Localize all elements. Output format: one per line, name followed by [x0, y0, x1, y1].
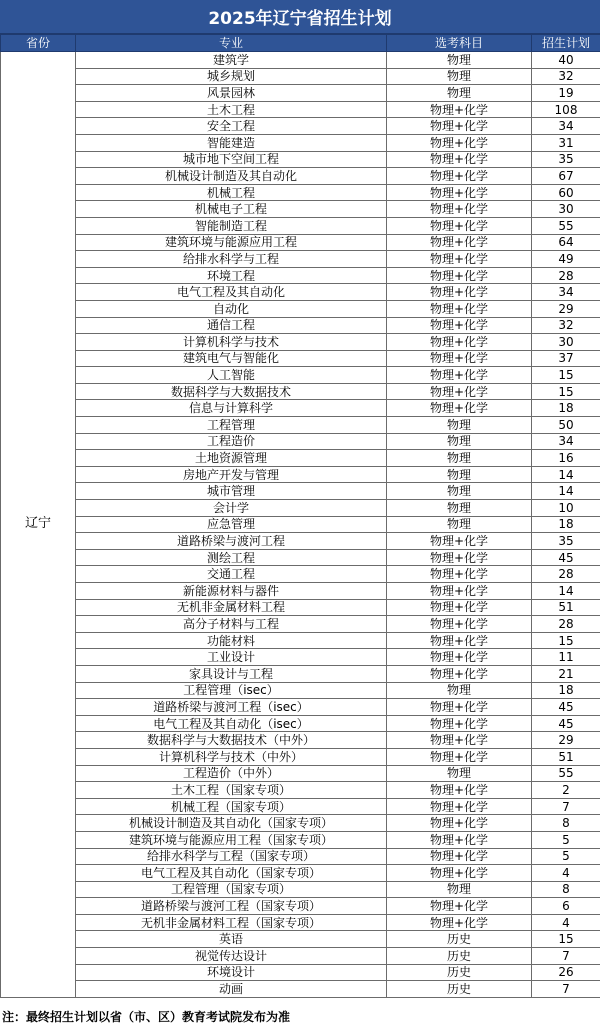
major-cell: 土木工程: [76, 101, 387, 118]
header-major: 专业: [76, 35, 387, 52]
subjects-cell: 物理+化学: [387, 118, 532, 135]
plan-count-cell: 55: [532, 217, 600, 234]
plan-count-cell: 35: [532, 533, 600, 550]
plan-count-cell: 7: [532, 981, 600, 998]
subjects-cell: 物理+化学: [387, 699, 532, 716]
table-row: [1, 417, 600, 434]
plan-count-cell: 4: [532, 865, 600, 882]
subjects-cell: 历史: [387, 948, 532, 965]
plan-count-cell: 55: [532, 765, 600, 782]
plan-count-cell: 18: [532, 516, 600, 533]
major-cell: 给排水科学与工程: [76, 251, 387, 268]
major-cell: 安全工程: [76, 118, 387, 135]
major-cell: 工程管理（isec）: [76, 682, 387, 699]
subjects-cell: 物理+化学: [387, 616, 532, 633]
plan-count-cell: 14: [532, 483, 600, 500]
major-cell: 智能建造: [76, 134, 387, 151]
table-row: [1, 350, 600, 367]
major-cell: 信息与计算科学: [76, 400, 387, 417]
table-row: [1, 85, 600, 102]
major-cell: 计算机科学与技术: [76, 334, 387, 351]
table-row: [1, 881, 600, 898]
plan-count-cell: 2: [532, 782, 600, 799]
subjects-cell: 物理+化学: [387, 748, 532, 765]
subjects-cell: 物理+化学: [387, 134, 532, 151]
plan-count-cell: 18: [532, 682, 600, 699]
subjects-cell: 物理: [387, 881, 532, 898]
table-row: [1, 52, 600, 69]
table-row: [1, 483, 600, 500]
subjects-cell: 物理+化学: [387, 101, 532, 118]
plan-count-cell: 35: [532, 151, 600, 168]
table-row: [1, 599, 600, 616]
table-row: [1, 68, 600, 85]
table-row: [1, 964, 600, 981]
subjects-cell: 物理+化学: [387, 151, 532, 168]
subjects-cell: 物理+化学: [387, 184, 532, 201]
major-cell: 电气工程及其自动化（isec）: [76, 715, 387, 732]
subjects-cell: 物理: [387, 483, 532, 500]
plan-count-cell: 108: [532, 101, 600, 118]
table-row: [1, 500, 600, 517]
major-cell: 新能源材料与器件: [76, 583, 387, 600]
subjects-cell: 物理+化学: [387, 201, 532, 218]
major-cell: 家具设计与工程: [76, 665, 387, 682]
table-row: [1, 151, 600, 168]
plan-count-cell: 29: [532, 300, 600, 317]
major-cell: 房地产开发与管理: [76, 466, 387, 483]
plan-count-cell: 21: [532, 665, 600, 682]
major-cell: 无机非金属材料工程: [76, 599, 387, 616]
major-cell: 数据科学与大数据技术: [76, 383, 387, 400]
plan-count-cell: 29: [532, 732, 600, 749]
plan-count-cell: 4: [532, 914, 600, 931]
table-row: [1, 234, 600, 251]
table-row: [1, 566, 600, 583]
subjects-cell: 物理+化学: [387, 317, 532, 334]
major-cell: 工程造价（中外）: [76, 765, 387, 782]
table-row: [1, 815, 600, 832]
subjects-cell: 物理+化学: [387, 267, 532, 284]
subjects-cell: 物理+化学: [387, 284, 532, 301]
major-cell: 电气工程及其自动化（国家专项）: [76, 865, 387, 882]
table-row: [1, 715, 600, 732]
table-row: [1, 284, 600, 301]
table-body: [1, 52, 600, 998]
table-row: [1, 466, 600, 483]
plan-count-cell: 40: [532, 52, 600, 69]
table-row: [1, 450, 600, 467]
major-cell: 道路桥梁与渡河工程（国家专项）: [76, 898, 387, 915]
subjects-cell: 物理+化学: [387, 583, 532, 600]
page-title: 2025年辽宁省招生计划: [0, 0, 600, 34]
plan-count-cell: 34: [532, 433, 600, 450]
table-row: [1, 383, 600, 400]
table-row: [1, 831, 600, 848]
table-row: [1, 682, 600, 699]
major-cell: 功能材料: [76, 632, 387, 649]
table-row: [1, 583, 600, 600]
major-cell: 工程造价: [76, 433, 387, 450]
major-cell: 风景园林: [76, 85, 387, 102]
plan-count-cell: 7: [532, 948, 600, 965]
plan-count-cell: 19: [532, 85, 600, 102]
table-row: [1, 168, 600, 185]
subjects-cell: 物理+化学: [387, 334, 532, 351]
plan-count-cell: 67: [532, 168, 600, 185]
plan-count-cell: 32: [532, 68, 600, 85]
subjects-cell: 物理+化学: [387, 533, 532, 550]
plan-count-cell: 8: [532, 815, 600, 832]
subjects-cell: 物理+化学: [387, 599, 532, 616]
table-row: [1, 300, 600, 317]
table-row: [1, 748, 600, 765]
subjects-cell: 物理+化学: [387, 367, 532, 384]
table-row: [1, 184, 600, 201]
plan-count-cell: 16: [532, 450, 600, 467]
major-cell: 无机非金属材料工程（国家专项）: [76, 914, 387, 931]
table-row: [1, 865, 600, 882]
subjects-cell: 历史: [387, 981, 532, 998]
major-cell: 城乡规划: [76, 68, 387, 85]
subjects-cell: 历史: [387, 931, 532, 948]
subjects-cell: 物理: [387, 516, 532, 533]
subjects-cell: 物理+化学: [387, 732, 532, 749]
table-row: [1, 699, 600, 716]
plan-count-cell: 15: [532, 383, 600, 400]
table-row: [1, 665, 600, 682]
subjects-cell: 物理+化学: [387, 217, 532, 234]
subjects-cell: 物理: [387, 682, 532, 699]
plan-count-cell: 14: [532, 466, 600, 483]
major-cell: 会计学: [76, 500, 387, 517]
plan-count-cell: 37: [532, 350, 600, 367]
plan-count-cell: 5: [532, 848, 600, 865]
major-cell: 建筑环境与能源应用工程: [76, 234, 387, 251]
subjects-cell: 物理+化学: [387, 251, 532, 268]
table-row: [1, 433, 600, 450]
plan-count-cell: 34: [532, 284, 600, 301]
plan-count-cell: 28: [532, 566, 600, 583]
table-row: [1, 334, 600, 351]
footnote: 注：最终招生计划以省（市、区）教育考试院发布为准: [2, 1010, 291, 1024]
table-row: [1, 632, 600, 649]
plan-count-cell: 15: [532, 632, 600, 649]
major-cell: 机械电子工程: [76, 201, 387, 218]
table-row: [1, 533, 600, 550]
header-subjects: 选考科目: [387, 35, 532, 52]
plan-count-cell: 30: [532, 334, 600, 351]
subjects-cell: 物理: [387, 417, 532, 434]
plan-count-cell: 51: [532, 748, 600, 765]
plan-count-cell: 6: [532, 898, 600, 915]
table-row: [1, 732, 600, 749]
plan-count-cell: 45: [532, 549, 600, 566]
enrollment-plan-table: [0, 34, 600, 998]
subjects-cell: 物理: [387, 450, 532, 467]
major-cell: 环境设计: [76, 964, 387, 981]
table-row: [1, 400, 600, 417]
table-header-row: [1, 35, 600, 52]
plan-count-cell: 51: [532, 599, 600, 616]
table-row: [1, 848, 600, 865]
plan-count-cell: 30: [532, 201, 600, 218]
table-row: [1, 267, 600, 284]
major-cell: 建筑环境与能源应用工程（国家专项）: [76, 831, 387, 848]
table-row: [1, 251, 600, 268]
table-row: [1, 217, 600, 234]
subjects-cell: 物理+化学: [387, 665, 532, 682]
plan-count-cell: 32: [532, 317, 600, 334]
subjects-cell: 物理+化学: [387, 350, 532, 367]
plan-count-cell: 64: [532, 234, 600, 251]
subjects-cell: 物理+化学: [387, 898, 532, 915]
table-row: [1, 948, 600, 965]
plan-count-cell: 28: [532, 616, 600, 633]
subjects-cell: 物理: [387, 68, 532, 85]
table-row: [1, 782, 600, 799]
subjects-cell: 物理+化学: [387, 798, 532, 815]
major-cell: 建筑学: [76, 52, 387, 69]
subjects-cell: 物理: [387, 433, 532, 450]
major-cell: 土地资源管理: [76, 450, 387, 467]
major-cell: 智能制造工程: [76, 217, 387, 234]
subjects-cell: 物理: [387, 765, 532, 782]
plan-count-cell: 50: [532, 417, 600, 434]
major-cell: 城市地下空间工程: [76, 151, 387, 168]
plan-count-cell: 7: [532, 798, 600, 815]
table-row: [1, 201, 600, 218]
table-row: [1, 549, 600, 566]
subjects-cell: 物理+化学: [387, 168, 532, 185]
subjects-cell: 历史: [387, 964, 532, 981]
table-row: [1, 367, 600, 384]
major-cell: 交通工程: [76, 566, 387, 583]
table-row: [1, 898, 600, 915]
plan-count-cell: 45: [532, 715, 600, 732]
major-cell: 计算机科学与技术（中外）: [76, 748, 387, 765]
subjects-cell: 物理+化学: [387, 715, 532, 732]
plan-count-cell: 60: [532, 184, 600, 201]
plan-count-cell: 34: [532, 118, 600, 135]
subjects-cell: 物理+化学: [387, 549, 532, 566]
subjects-cell: 物理+化学: [387, 815, 532, 832]
major-cell: 机械设计制造及其自动化（国家专项）: [76, 815, 387, 832]
subjects-cell: 物理+化学: [387, 632, 532, 649]
plan-count-cell: 45: [532, 699, 600, 716]
major-cell: 工程管理（国家专项）: [76, 881, 387, 898]
plan-count-cell: 11: [532, 649, 600, 666]
table-row: [1, 134, 600, 151]
major-cell: 机械工程（国家专项）: [76, 798, 387, 815]
plan-count-cell: 5: [532, 831, 600, 848]
table-row: [1, 317, 600, 334]
major-cell: 道路桥梁与渡河工程（isec）: [76, 699, 387, 716]
subjects-cell: 物理: [387, 85, 532, 102]
subjects-cell: 物理+化学: [387, 914, 532, 931]
major-cell: 建筑电气与智能化: [76, 350, 387, 367]
plan-count-cell: 15: [532, 367, 600, 384]
table-row: [1, 931, 600, 948]
subjects-cell: 物理+化学: [387, 383, 532, 400]
subjects-cell: 物理+化学: [387, 848, 532, 865]
subjects-cell: 物理+化学: [387, 831, 532, 848]
major-cell: 电气工程及其自动化: [76, 284, 387, 301]
major-cell: 土木工程（国家专项）: [76, 782, 387, 799]
subjects-cell: 物理: [387, 466, 532, 483]
plan-count-cell: 49: [532, 251, 600, 268]
province-cell: 辽宁: [1, 52, 76, 998]
major-cell: 工业设计: [76, 649, 387, 666]
table-row: [1, 516, 600, 533]
header-plan: 招生计划: [532, 35, 600, 52]
subjects-cell: 物理: [387, 500, 532, 517]
plan-count-cell: 31: [532, 134, 600, 151]
major-cell: 人工智能: [76, 367, 387, 384]
major-cell: 给排水科学与工程（国家专项）: [76, 848, 387, 865]
table-row: [1, 914, 600, 931]
major-cell: 环境工程: [76, 267, 387, 284]
header-province: 省份: [1, 35, 76, 52]
subjects-cell: 物理+化学: [387, 400, 532, 417]
table-row: [1, 649, 600, 666]
major-cell: 视觉传达设计: [76, 948, 387, 965]
major-cell: 道路桥梁与渡河工程: [76, 533, 387, 550]
major-cell: 机械设计制造及其自动化: [76, 168, 387, 185]
major-cell: 数据科学与大数据技术（中外）: [76, 732, 387, 749]
table-row: [1, 981, 600, 998]
subjects-cell: 物理+化学: [387, 300, 532, 317]
plan-count-cell: 28: [532, 267, 600, 284]
plan-count-cell: 8: [532, 881, 600, 898]
table-row: [1, 616, 600, 633]
subjects-cell: 物理+化学: [387, 566, 532, 583]
major-cell: 城市管理: [76, 483, 387, 500]
table-row: [1, 765, 600, 782]
major-cell: 英语: [76, 931, 387, 948]
major-cell: 机械工程: [76, 184, 387, 201]
major-cell: 高分子材料与工程: [76, 616, 387, 633]
major-cell: 自动化: [76, 300, 387, 317]
plan-count-cell: 18: [532, 400, 600, 417]
major-cell: 测绘工程: [76, 549, 387, 566]
plan-count-cell: 10: [532, 500, 600, 517]
subjects-cell: 物理+化学: [387, 865, 532, 882]
major-cell: 动画: [76, 981, 387, 998]
subjects-cell: 物理+化学: [387, 649, 532, 666]
major-cell: 工程管理: [76, 417, 387, 434]
table-row: [1, 798, 600, 815]
subjects-cell: 物理: [387, 52, 532, 69]
plan-count-cell: 15: [532, 931, 600, 948]
table-row: [1, 118, 600, 135]
subjects-cell: 物理+化学: [387, 234, 532, 251]
major-cell: 应急管理: [76, 516, 387, 533]
table-row: [1, 101, 600, 118]
subjects-cell: 物理+化学: [387, 782, 532, 799]
plan-count-cell: 14: [532, 583, 600, 600]
plan-count-cell: 26: [532, 964, 600, 981]
major-cell: 通信工程: [76, 317, 387, 334]
